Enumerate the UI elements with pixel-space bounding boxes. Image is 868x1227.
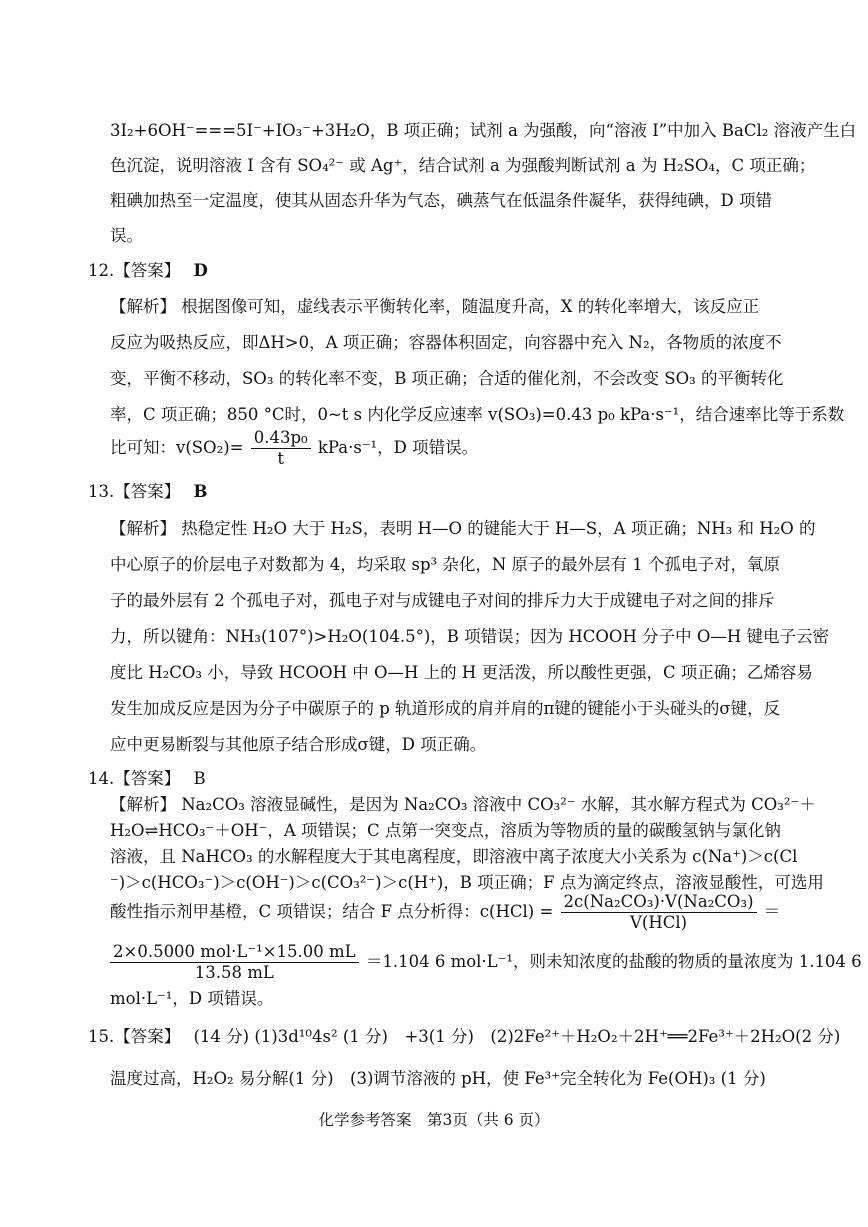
text-line: 3I₂+6OH⁻===5I⁻+IO₃⁻+3H₂O，B 项正确；试剂 a 为强酸，向“溶液 I”中加入 BaCl₂ 溶液产生白: [110, 121, 857, 140]
text-segment: (14 分) (1)3d¹⁰4s² (1 分) +3(1 分) (2)2Fe²⁺＋H₂O₂＋2H⁺══2Fe³⁺＋2H₂O(2 分): [193, 1027, 841, 1046]
text-line: 应中更易断裂与其他原子结合形成σ键，D 项正确。: [110, 735, 487, 754]
question-13-answer: [88, 481, 207, 503]
answer-heading: 12.【答案】: [88, 261, 181, 280]
text-segment: ＝: [763, 902, 781, 921]
text-line: 中心原子的价层电子对数都为 4，均采取 sp³ 杂化，N 原子的最外层有 1 个孤电子对，氧原: [110, 555, 781, 574]
text-line: H₂O⇌HCO₃⁻＋OH⁻，A 项错误；C 点第一突变点，溶质为等物质的量的碳酸氢钠与氯化钠: [110, 821, 781, 840]
text-line: 温度过高，H₂O₂ 易分解(1 分) (3)调节溶液的 pH，使 Fe³⁺完全转化为 Fe(OH)₃ (1 分): [110, 1069, 766, 1088]
text-line: 【解析】 根据图像可知，虚线表示平衡转化率，随温度升高，X 的转化率增大，该反应正: [110, 297, 760, 316]
text-segment: ＝1.104 6 mol·L⁻¹，则未知浓度的盐酸的物质的量浓度为 1.104 6: [365, 952, 862, 971]
text-line: mol·L⁻¹，D 项错误。: [110, 989, 274, 1008]
answer-heading: 15.【答案】: [88, 1027, 181, 1046]
text-line: 色沉淀，说明溶液 I 含有 SO₄²⁻ 或 Ag⁺，结合试剂 a 为强酸判断试剂 a 为 H₂SO₄，C 项正确；: [110, 156, 816, 175]
fraction-denominator: t: [277, 449, 284, 468]
formula-line: [110, 892, 780, 933]
question-14-answer: [88, 768, 206, 790]
fraction: [561, 892, 757, 933]
answer-heading: 13.【答案】: [88, 482, 181, 501]
text-line: 力，所以键角：NH₃(107°)>H₂O(104.5°)，B 项错误；因为 HCOOH 分子中 O—H 键电子云密: [110, 627, 829, 646]
text-line: 误。: [110, 226, 143, 245]
text-line: 发生加成反应是因为分子中碳原子的 p 轨道形成的肩并肩的π键的键能小于头碰头的σ键，反: [110, 699, 781, 718]
page-footer: 化学参考答案 第3页（共 6 页）: [318, 1111, 550, 1129]
answer-heading: 14.【答案】: [88, 769, 181, 788]
fraction-numerator: 0.43p₀: [251, 428, 311, 449]
answer-value: B: [193, 769, 206, 788]
text-line: 【解析】 Na₂CO₃ 溶液显碱性，是因为 Na₂CO₃ 溶液中 CO₃²⁻ 水解，其水解方程式为 CO₃²⁻＋: [110, 795, 816, 814]
question-15-answer: [88, 1026, 840, 1048]
answer-value: B: [193, 482, 208, 501]
text-segment: 比可知：v(SO₂)=: [110, 438, 244, 457]
text-segment: 酸性指示剂甲基橙，C 项错误；结合 F 点分析得：c(HCl) =: [110, 902, 554, 921]
text-line: ⁻)＞c(HCO₃⁻)＞c(OH⁻)＞c(CO₃²⁻)＞c(H⁺)，B 项正确；F 点为滴定终点，溶液显酸性，可选用: [110, 873, 824, 892]
question-12-answer: [88, 260, 208, 282]
text-line: 粗碘加热至一定温度，使其从固态升华为气态，碘蒸气在低温条件凝华，获得纯碘，D 项错: [110, 191, 772, 210]
text-segment: kPa·s⁻¹，D 项错误。: [317, 438, 479, 457]
text-line: 【解析】 热稳定性 H₂O 大于 H₂S，表明 H—O 的键能大于 H—S，A 项正确；NH₃ 和 H₂O 的: [110, 519, 816, 538]
fraction-numerator: 2c(Na₂CO₃)·V(Na₂CO₃): [561, 892, 757, 913]
fraction: [251, 428, 311, 469]
text-line: 变，平衡不移动，SO₃ 的转化率不变，B 项正确；合适的催化剂，不会改变 SO₃ 的平衡转化: [110, 369, 784, 388]
answer-value: D: [193, 261, 208, 280]
fraction-numerator: 2×0.5000 mol·L⁻¹×15.00 mL: [110, 942, 359, 963]
fraction: [110, 942, 359, 983]
text-line: 度比 H₂CO₃ 小，导致 HCOOH 中 O—H 上的 H 更活泼，所以酸性更强，C 项正确；乙烯容易: [110, 663, 813, 682]
text-line: 反应为吸热反应，即ΔH>0，A 项正确；容器体积固定，向容器中充入 N₂，各物质的浓度不: [110, 333, 782, 352]
fraction-denominator: 13.58 mL: [194, 963, 274, 982]
text-line: 溶液，且 NaHCO₃ 的水解程度大于其电离程度，即溶液中离子浓度大小关系为 c(Na⁺)＞c(Cl: [110, 847, 798, 866]
text-line: 率，C 项正确；850 °C时，0~t s 内化学反应速率 v(SO₃)=0.43 p₀ kPa·s⁻¹，结合速率比等于系数: [110, 405, 845, 424]
formula-line: [110, 942, 862, 983]
fraction-denominator: V(HCl): [629, 913, 688, 932]
text-line: 子的最外层有 2 个孤电子对，孤电子对与成键电子对间的排斥力大于成键电子对之间的排斥: [110, 591, 775, 610]
formula-line: [110, 428, 478, 469]
